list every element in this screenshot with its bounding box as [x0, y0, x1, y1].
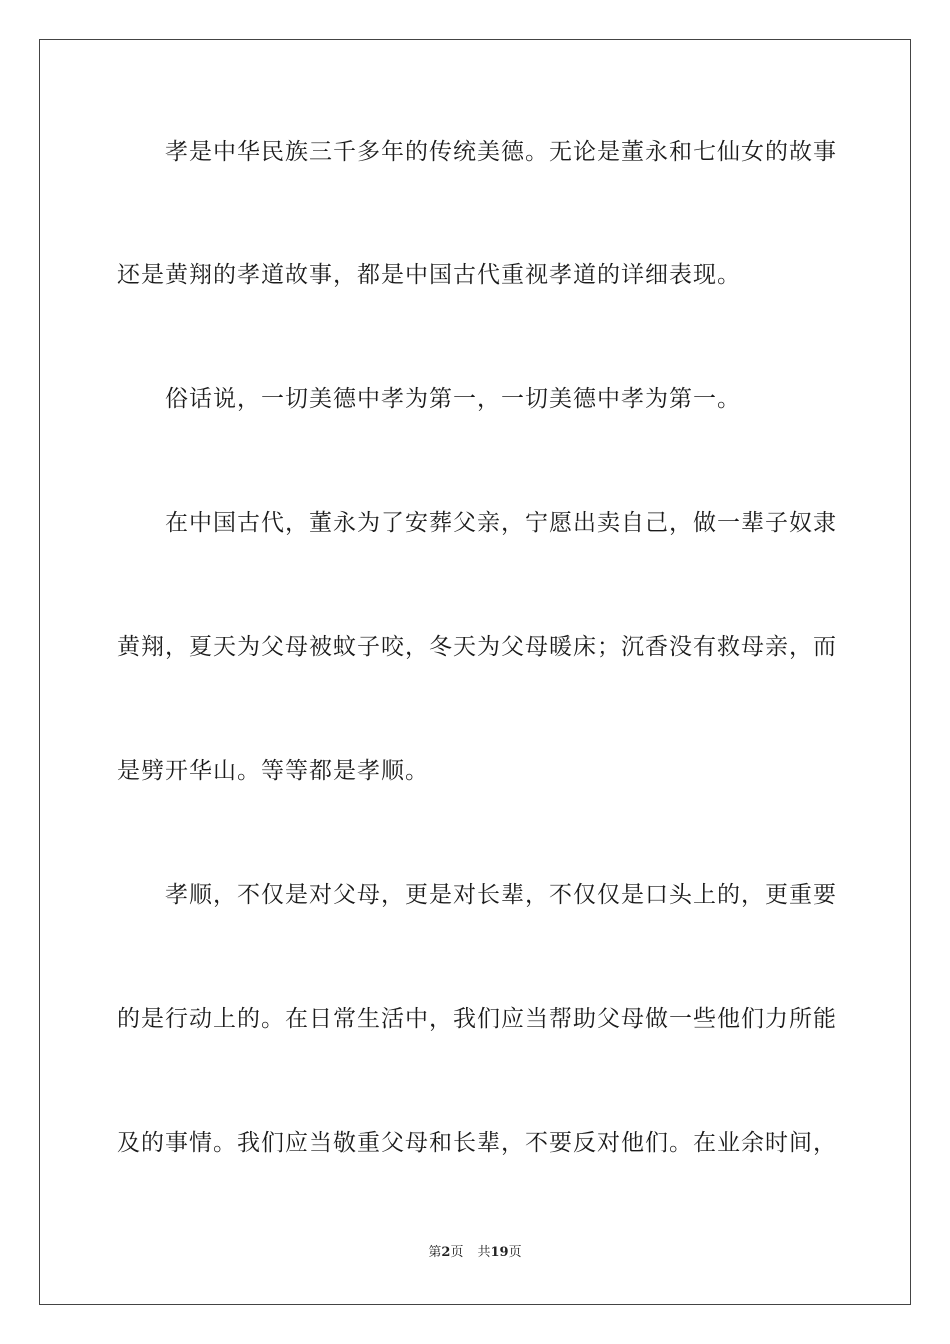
- footer-page-suffix: 页: [450, 1245, 464, 1260]
- footer-page-number: 2: [441, 1245, 451, 1260]
- footer-page-prefix: 第: [428, 1245, 442, 1260]
- footer-total-pages: 19: [490, 1245, 509, 1260]
- paragraph-1-line-2: 还是黄翔的孝道故事，都是中国古代重视孝道的详细表现。: [117, 262, 741, 288]
- paragraph-3-line-1: 在中国古代，董永为了安葬父亲，宁愿出卖自己，做一辈子奴隶: [165, 510, 837, 536]
- paragraph-3-line-2: 黄翔，夏天为父母被蚊子咬，冬天为父母暖床；沉香没有救母亲，而: [117, 634, 837, 660]
- page-border: [39, 39, 911, 1305]
- paragraph-4-line-2: 的是行动上的。在日常生活中，我们应当帮助父母做一些他们力所能: [117, 1006, 837, 1032]
- footer-total-prefix: 共: [477, 1245, 491, 1260]
- footer-total-suffix: 页: [508, 1245, 522, 1260]
- page-footer: [0, 1245, 950, 1261]
- paragraph-2-line-1: 俗话说，一切美德中孝为第一，一切美德中孝为第一。: [165, 386, 741, 412]
- paragraph-3-line-3: 是劈开华山。等等都是孝顺。: [117, 758, 429, 784]
- paragraph-1-line-1: 孝是中华民族三千多年的传统美德。无论是董永和七仙女的故事: [165, 139, 837, 165]
- paragraph-4-line-3: 及的事情。我们应当敬重父母和长辈，不要反对他们。在业余时间，: [117, 1130, 837, 1156]
- paragraph-4-line-1: 孝顺，不仅是对父母，更是对长辈，不仅仅是口头上的，更重要: [165, 882, 837, 908]
